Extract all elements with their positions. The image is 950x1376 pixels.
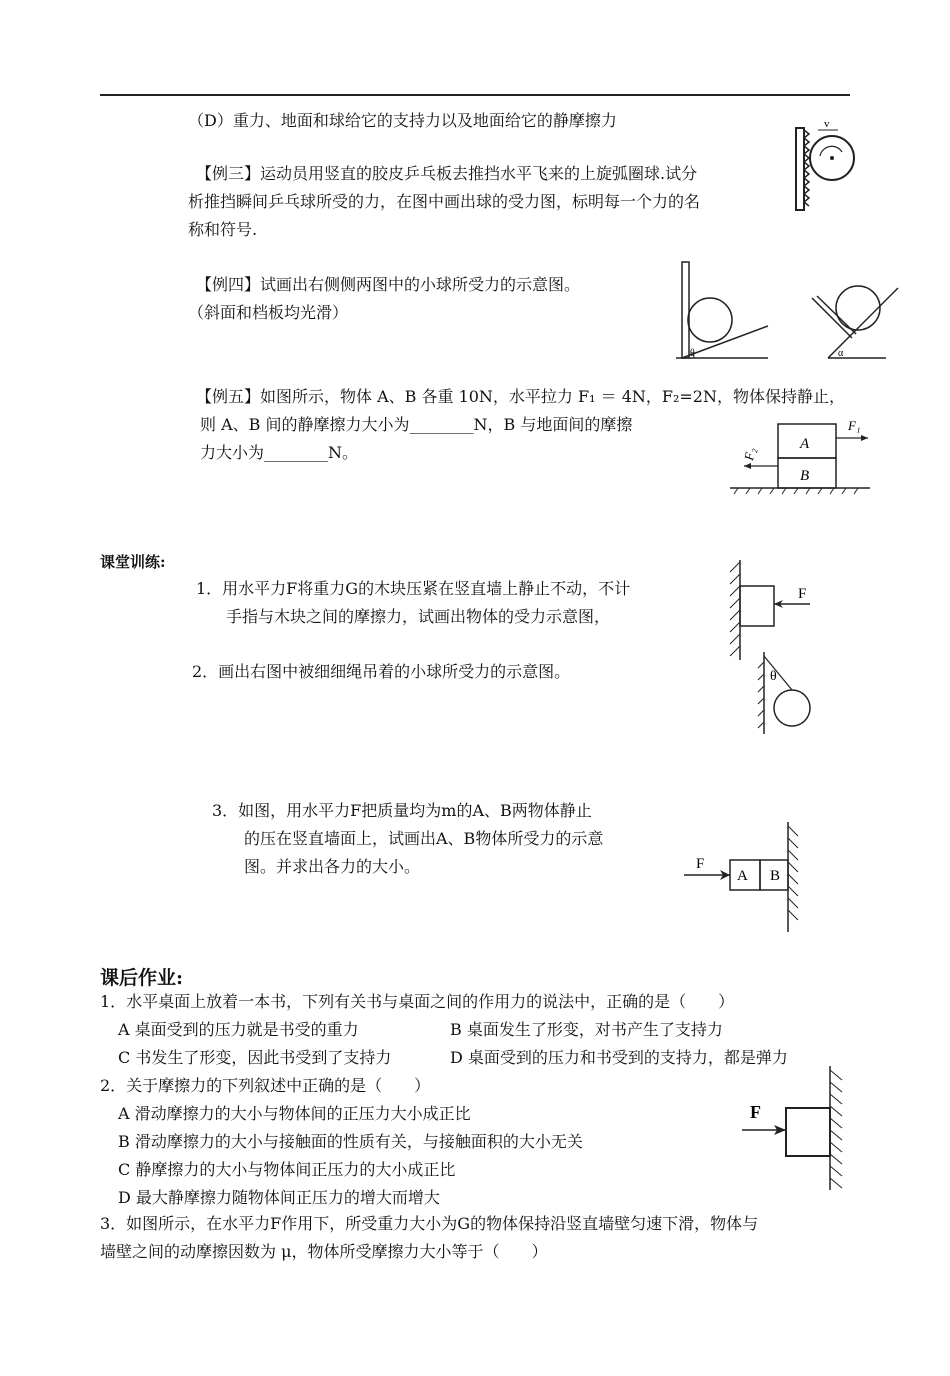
block-b-label: B: [800, 468, 810, 484]
pingpong-figure: [790, 118, 860, 218]
example5-line3: 力大小为________N。: [200, 443, 359, 462]
homework-heading: 课后作业:: [100, 967, 184, 989]
example4-line2: （斜面和档板均光滑）: [188, 303, 349, 322]
blocks-figure: [730, 410, 875, 494]
classroom-q2-line1: 2．画出右图中被细细绳吊着的小球所受力的示意图。: [192, 662, 571, 681]
homework-q2: 2．关于摩擦力的下列叙述中正确的是（ ）: [100, 1076, 431, 1095]
alpha-label: α: [838, 348, 844, 359]
block-a-label: A: [800, 436, 810, 452]
homework-q2-option-a: A 滑动摩擦力的大小与物体间的正压力大小成正比: [118, 1104, 471, 1123]
example3-line1: 【例三】运动员用竖直的胶皮乒乓板去推挡水平飞来的上旋弧圈球.试分: [196, 164, 698, 183]
f1-label: F₁: [848, 418, 861, 433]
classroom-q3-line1: 3．如图，用水平力F把质量均为m的A、B两物体静止: [212, 801, 592, 820]
homework-q2-option-d: D 最大静摩擦力随物体间正压力的增大而增大: [118, 1188, 440, 1207]
hanging-ball-figure: [756, 650, 826, 736]
homework-q1-option-b: B 桌面发生了形变，对书产生了支持力: [450, 1020, 723, 1039]
homework-q3-line2: 墙壁之间的动摩擦因数为 μ，物体所受摩擦力大小等于（ ）: [100, 1242, 548, 1261]
homework-q1: 1．水平桌面上放着一本书，下列有关书与桌面之间的作用力的说法中，正确的是（ ）: [100, 992, 735, 1011]
wall-block-figure: [726, 558, 822, 662]
two-blocks-b-label: B: [770, 868, 781, 884]
classroom-q3-line2: 的压在竖直墙面上，试画出A、B物体所受力的示意: [244, 829, 604, 848]
string-angle-label: θ: [770, 669, 777, 684]
homework-q1-option-d: D 桌面受到的压力和书受到的支持力，都是弹力: [450, 1048, 788, 1067]
incline-figures: [668, 258, 908, 370]
example4-line1: 【例四】试画出右侧侧两图中的小球所受力的示意图。: [196, 275, 581, 294]
f2-label: F₂: [741, 446, 758, 462]
classroom-q1-line2: 手指与木块之间的摩擦力，试画出物体的受力示意图，: [226, 607, 611, 626]
homework-q2-option-c: C 静摩擦力的大小与物体间正压力的大小成正比: [118, 1160, 456, 1179]
theta-label: θ: [690, 348, 695, 359]
classroom-q1-line1: 1．用水平力F将重力G的木块压紧在竖直墙上静止不动，不计: [196, 579, 631, 598]
header-rule: [100, 94, 850, 96]
example5-line2: 则 A、B 间的静摩擦力大小为________N，B 与地面间的摩擦: [200, 415, 633, 434]
homework-q2-option-b: B 滑动摩擦力的大小与接触面的性质有关，与接触面积的大小无关: [118, 1132, 583, 1151]
two-blocks-wall-figure: [684, 820, 804, 934]
homework-q3-line1: 3．如图所示，在水平力F作用下，所受重力大小为G的物体保持沿竖直墙壁匀速下滑，物体与: [100, 1214, 759, 1233]
homework-q1-option-c: C 书发生了形变，因此书受到了支持力: [118, 1048, 392, 1067]
option-d: （D）重力、地面和球给它的支持力以及地面给它的静摩擦力: [188, 111, 617, 130]
two-blocks-f-label: F: [696, 856, 705, 872]
classroom-heading: 课堂训练:: [100, 553, 166, 571]
two-blocks-a-label: A: [737, 868, 748, 884]
example3-line2: 析推挡瞬间乒乓球所受的力，在图中画出球的受力图，标明每一个力的名: [188, 192, 701, 211]
homework-q1-option-a: A 桌面受到的压力就是书受的重力: [118, 1020, 359, 1039]
classroom-q3-line3: 图。并求出各力的大小。: [244, 857, 421, 876]
sliding-block-figure: [736, 1064, 856, 1192]
sliding-f-label: F: [750, 1102, 761, 1122]
example3-line3: 称和符号.: [188, 220, 258, 239]
force-f-label: F: [798, 586, 807, 602]
example5-line1: 【例五】如图所示，物体 A、B 各重 10N，水平拉力 F₁ ＝ 4N，F₂=2N，物体保持静止，: [196, 387, 845, 406]
velocity-label: v: [824, 118, 830, 130]
